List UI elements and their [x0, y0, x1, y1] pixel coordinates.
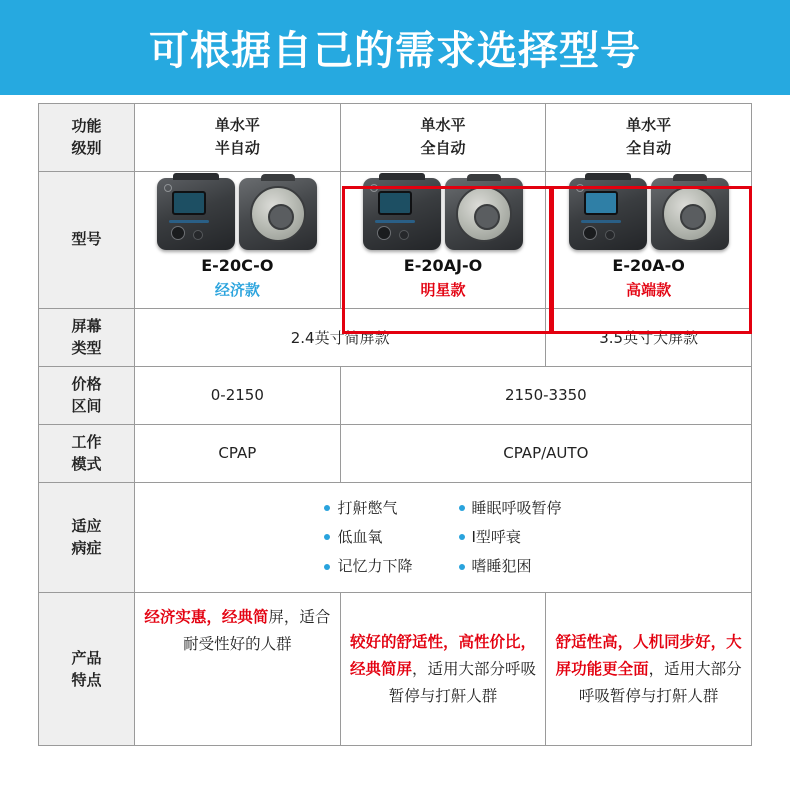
- feature-text: [342, 619, 545, 720]
- table-row-screen-type: [39, 308, 752, 366]
- cell-function-level-3: 单水平 全自动: [546, 104, 752, 172]
- feature-text: [136, 594, 339, 744]
- bullet-icon: [324, 564, 330, 570]
- list-item: 记忆力下降: [324, 552, 412, 581]
- cell-price-range-1: 0-2150: [135, 366, 341, 424]
- cell-function-level-1: 单水平 半自动: [135, 104, 341, 172]
- feature-highlight: 较好的舒适性，高性价比，经典简屏: [349, 632, 536, 678]
- cpap-device-icon: [157, 178, 235, 250]
- product-image-e20aj: [345, 178, 542, 250]
- row-label-symptoms: 适应 病症: [39, 482, 135, 593]
- cell-work-mode-2: CPAP/AUTO: [340, 424, 751, 482]
- symptom-column-left: [324, 494, 412, 582]
- table-row-features: [39, 593, 752, 746]
- page-header: [0, 0, 790, 95]
- model-name: E-20C-O: [201, 255, 274, 275]
- row-label-function-level: [39, 104, 135, 172]
- humidifier-icon: [239, 178, 317, 250]
- bullet-icon: [459, 564, 465, 570]
- model-name: E-20AJ-O: [403, 255, 483, 275]
- model-tag: 经济款: [214, 280, 260, 299]
- cell-screen-type-2: 3.5英寸大屏款: [546, 308, 752, 366]
- model-cell-e20a[interactable]: [546, 171, 752, 308]
- row-label-work-mode: 工作 模式: [39, 424, 135, 482]
- model-name: E-20A-O: [612, 255, 685, 275]
- list-item: I型呼衰: [459, 523, 562, 552]
- feature-rest: 屏，适合耐受性好的人群: [183, 608, 331, 654]
- cell-screen-type-1: 2.4英寸简屏款: [135, 308, 546, 366]
- bullet-icon: [459, 505, 465, 511]
- row-label-features: 产品 特点: [39, 593, 135, 746]
- product-image-e20c: [139, 178, 336, 250]
- list-item: 嗜睡犯困: [459, 552, 562, 581]
- row-label-price-range: 价格 区间: [39, 366, 135, 424]
- spec-table-container: [0, 95, 790, 754]
- row-label-screen-type: 屏幕 类型: [39, 308, 135, 366]
- feature-highlight: 经济实惠，经典简: [144, 608, 269, 627]
- cell-function-level-2: 单水平 全自动: [340, 104, 546, 172]
- page-title: 可根据自己的需求选择型号: [149, 28, 641, 74]
- table-row-price-range: [39, 366, 752, 424]
- spec-table: [38, 103, 752, 746]
- bullet-icon: [459, 534, 465, 540]
- symptom-list: [136, 484, 750, 592]
- product-image-e20a: [550, 178, 747, 250]
- feature-text: [547, 619, 750, 720]
- humidifier-icon: [651, 178, 729, 250]
- row-label-line2: 级别: [71, 139, 102, 158]
- row-label-line1: 功能: [71, 116, 102, 135]
- model-cell-e20aj[interactable]: [340, 171, 546, 308]
- model-cell-e20c[interactable]: [135, 171, 341, 308]
- table-row-work-mode: [39, 424, 752, 482]
- table-row-function-level: [39, 104, 752, 172]
- list-item: 打鼾憋气: [324, 494, 412, 523]
- cell-work-mode-1: CPAP: [135, 424, 341, 482]
- feature-rest: ，适用大部分呼吸暂停与打鼾人群: [388, 659, 536, 705]
- cpap-device-icon: [363, 178, 441, 250]
- cell-feature-1: [135, 593, 341, 746]
- feature-rest: ，适用大部分呼吸暂停与打鼾人群: [578, 659, 742, 705]
- table-row-model: [39, 171, 752, 308]
- humidifier-icon: [445, 178, 523, 250]
- cell-feature-2: [340, 593, 546, 746]
- feature-highlight: 舒适性高，人机同步好，大屏功能更全面: [555, 632, 742, 678]
- bullet-icon: [324, 534, 330, 540]
- cell-feature-3: [546, 593, 752, 746]
- symptom-column-right: [459, 494, 562, 582]
- list-item: 低血氧: [324, 523, 412, 552]
- model-tag: 明星款: [420, 280, 466, 299]
- bullet-icon: [324, 505, 330, 511]
- list-item: 睡眠呼吸暂停: [459, 494, 562, 523]
- cell-symptoms: [135, 482, 752, 593]
- table-row-symptoms: [39, 482, 752, 593]
- cell-price-range-2: 2150-3350: [340, 366, 751, 424]
- model-tag: 高端款: [626, 280, 672, 299]
- row-label-model: 型号: [39, 171, 135, 308]
- cpap-device-icon: [569, 178, 647, 250]
